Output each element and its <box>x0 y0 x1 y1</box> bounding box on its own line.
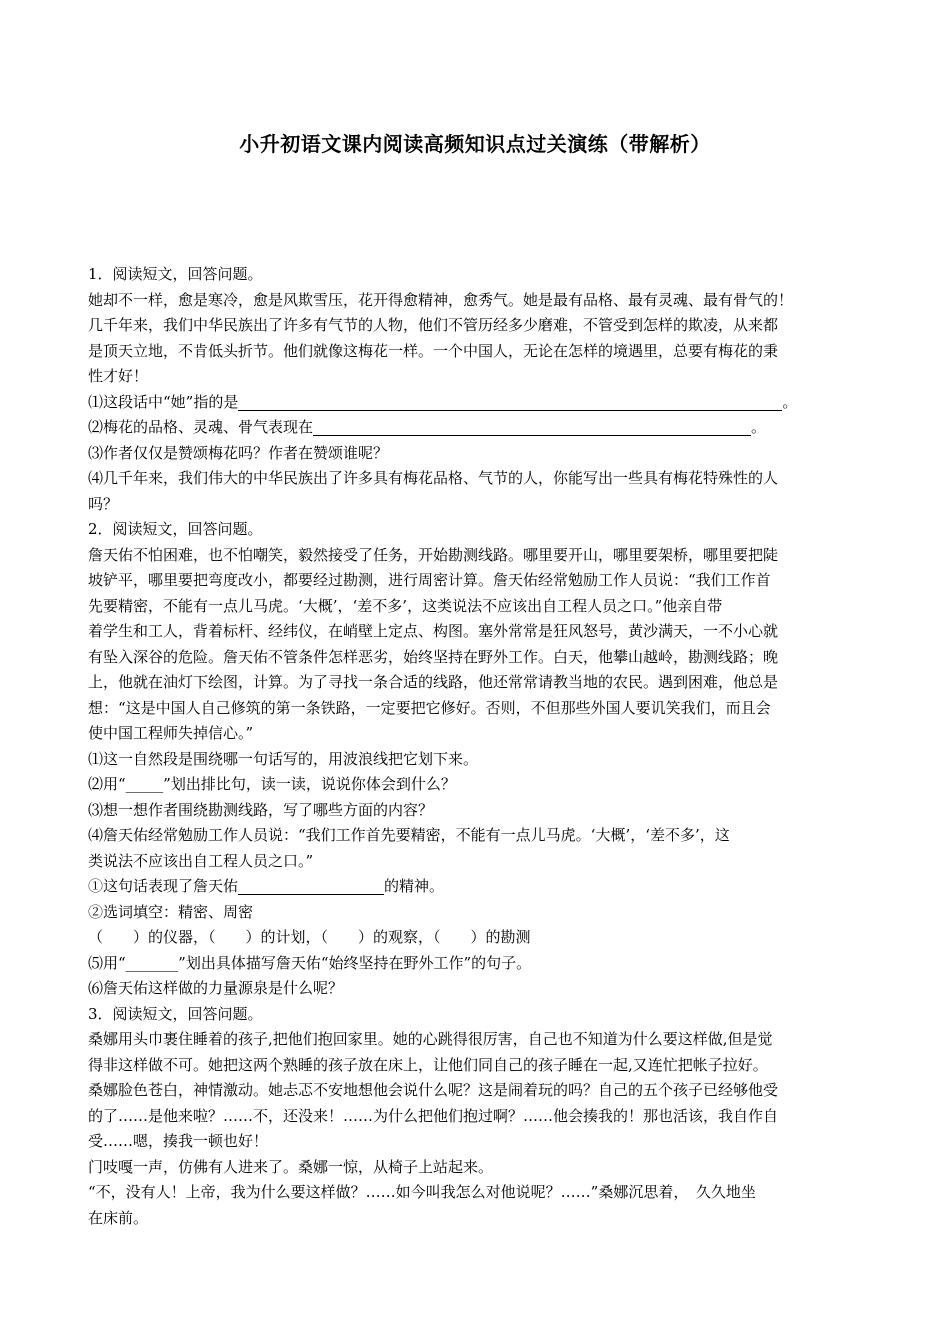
q3-passage-line: 桑娜脸色苍白，神情激动。她忐忑不安地想他会说什么呢？这是闹着玩的吗？自己的五个孩子已经够他受 <box>88 1081 779 1099</box>
q2-sub-question-1: ⑴这一自然段是围绕哪一句话写的，用波浪线把它划下来。 <box>88 749 479 768</box>
q3-passage-line: 门吱嘎一声，仿佛有人进来了。桑娜一惊，从椅子上站起来。 <box>88 1157 494 1176</box>
q1-sub-question-2 <box>88 415 866 441</box>
q2-sub4a-end: 的精神。 <box>384 877 445 895</box>
q3-passage-line: 得非这样做不可。她把这两个熟睡的孩子放在床上，让他们同自己的孩子睡在一起,又连忙把帐子拉好。 <box>88 1055 768 1074</box>
q2-sub5-text-end: ”划出具体描写詹天佑“始终坚持在野外工作”的句子。 <box>178 953 532 972</box>
q2-passage-line: 坡铲平，哪里要把弯度改小，都要经过勘测，进行周密计算。詹天佑经常勉励工作人员说：“我们工作首 <box>88 571 771 589</box>
q1-passage-line: 几千年来，我们中华民族出了许多有气节的人物，他们不管历经多少磨难，不管受到怎样的欺凌，从来都 <box>88 316 779 334</box>
q1-sub-question-4: ⑷几千年来，我们伟大的中华民族出了许多具有梅花品格、气节的人，你能写出一些具有梅花特殊性的人 <box>88 469 779 487</box>
q2-passage-line: 使中国工程师失掉信心。” <box>88 724 254 742</box>
q2-passage-line: 先要精密，不能有一点儿马虎。‘大概’，‘差不多’，这类说法不应该出自工程人员之口。”他亲自带 <box>88 596 723 615</box>
q3-passage-line: 受……嗯，揍我一顿也好！ <box>88 1132 269 1150</box>
q1-sub1-end: 。 <box>782 392 798 411</box>
question-3-header: 3．阅读短文，回答问题。 <box>88 1004 263 1023</box>
question-2-header: 2．阅读短文，回答问题。 <box>88 520 263 538</box>
question-1-header: 1．阅读短文，回答问题。 <box>88 265 263 283</box>
document-body <box>88 262 866 1231</box>
q1-passage-line: 是顶天立地，不肯低头折节。他们就像这梅花一样。一个中国人，无论在怎样的境遇里，总要有梅花的秉 <box>88 341 779 360</box>
q1-passage-line: 她却不一样，愈是寒冷，愈是风欺雪压，花开得愈精神，愈秀气。她是最有品格、最有灵魂、最有骨气的！ <box>88 290 794 309</box>
answer-blank[interactable] <box>313 417 751 436</box>
q2-sub-question-4: ⑷詹天佑经常勉励工作人员说：“我们工作首先要精密，不能有一点儿马虎。‘大概’，‘差不多’，这 <box>88 826 730 844</box>
q2-sub-question-5 <box>88 951 866 977</box>
q1-passage-line: 性才好！ <box>88 367 149 385</box>
q2-passage-line: 上，他就在油灯下绘图，计算。为了寻找一条合适的线路，他还常常请教当地的农民。遇到困难，他总是 <box>88 673 779 691</box>
q2-sub-question-4-cont: 类说法不应该出自工程人员之口。” <box>88 851 314 870</box>
answer-blank[interactable] <box>238 392 782 411</box>
q2-sub4a-text: ①这句话表现了詹天佑 <box>88 877 239 895</box>
q2-sub-question-6: ⑹詹天佑这样做的力量源泉是什么呢？ <box>88 979 344 997</box>
q3-passage-line: 桑娜用头巾裹住睡着的孩子,把他们抱回家里。她的心跳得很厉害，自己也不知道为什么要这样做,但是觉 <box>88 1030 773 1048</box>
q2-sub2-text-end: ”划出排比句，读一读，说说你体会到什么？ <box>163 775 456 793</box>
q2-sub5-text: ⑸用“ <box>88 953 126 972</box>
q2-passage-line: 着学生和工人，背着标杆、经纬仪，在峭壁上定点、构图。塞外常常是狂风怒号，黄沙满天，一不小心就 <box>88 622 779 640</box>
q2-sub-question-4b: ②选词填空：精密、周密 <box>88 902 254 921</box>
q2-sub-question-3: ⑶想一想作者围绕勘测线路，写了哪些方面的内容？ <box>88 800 434 819</box>
q2-passage-line: 想：“这是中国人自己修筑的第一条铁路，一定要把它修好。否则，不但那些外国人要讥笑我们，而且会 <box>88 698 771 717</box>
underline-mark: _______ <box>125 953 179 972</box>
q1-sub-question-4-cont: 吗？ <box>88 494 119 513</box>
q3-passage-line: 在床前。 <box>88 1208 149 1227</box>
q2-sub2-text: ⑵用“ <box>88 775 126 793</box>
q1-sub2-end: 。 <box>751 418 767 436</box>
answer-blank[interactable] <box>238 876 384 895</box>
page-title: 小升初语文课内阅读高频知识点过关演练（带解析） <box>239 132 711 156</box>
q3-passage-line: 的了……是他来啦？……不，还没来！……为什么把他们抱过啊？……他会揍我的！那也活该，我自作自 <box>88 1106 779 1125</box>
q1-sub-question-3: ⑶作者仅仅是赞颂梅花吗？作者在赞颂谁呢？ <box>88 443 389 462</box>
q2-sub-question-2 <box>88 772 866 798</box>
q1-sub-question-1 <box>88 390 866 416</box>
q1-sub2-text: ⑵梅花的品格、灵魂、骨气表现在 <box>88 418 314 436</box>
q3-passage-line: “不，没有人！上帝，我为什么要这样做？……如今叫我怎么对他说呢？……”桑娜沉思着， 久久地坐 <box>88 1183 756 1201</box>
underline-mark: _____ <box>125 775 164 793</box>
q2-sub-question-4a <box>88 874 866 900</box>
q2-passage-line: 詹天佑不怕困难，也不怕嘲笑，毅然接受了任务，开始勘测线路。哪里要开山，哪里要架桥，哪里要把陡 <box>88 545 779 564</box>
q2-fill-in-blanks[interactable]: （ ）的仪器，（ ）的计划，（ ）的观察，（ ）的勘测 <box>88 928 531 946</box>
q2-passage-line: 有坠入深谷的危险。詹天佑不管条件怎样恶劣，始终坚持在野外工作。白天，他攀山越岭，勘测线路；晚 <box>88 647 779 666</box>
q1-sub1-text: ⑴这段话中“她”指的是 <box>88 392 239 411</box>
